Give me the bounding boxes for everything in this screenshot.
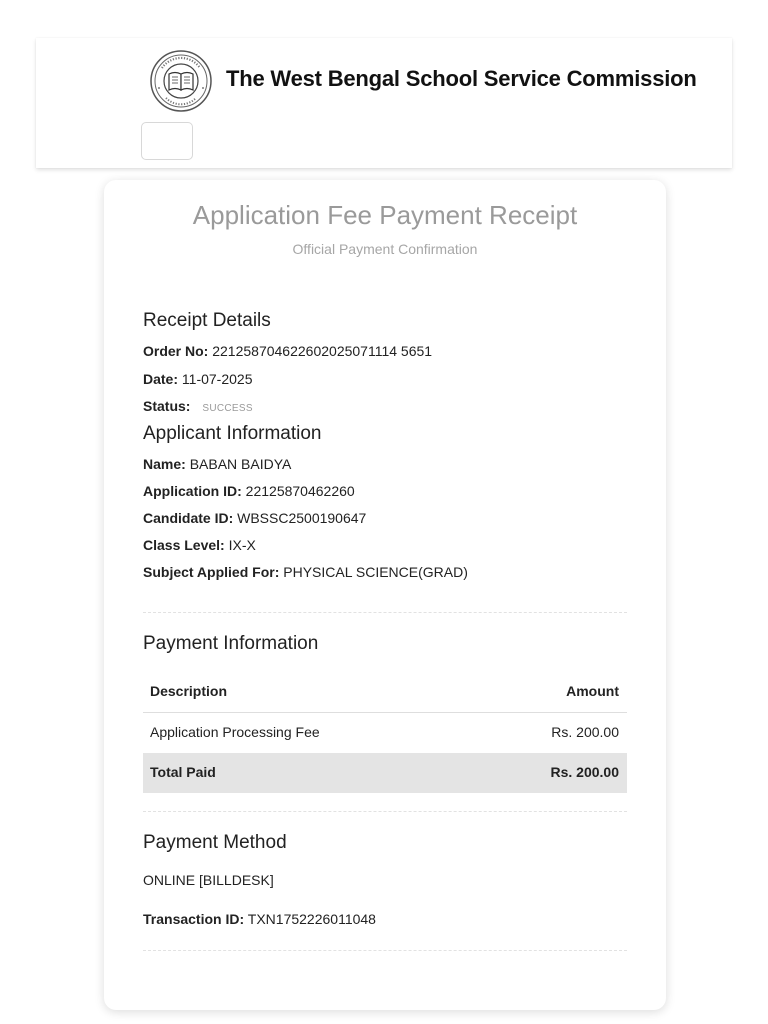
order-no-label: Order No: [143, 343, 209, 359]
subject-label: Subject Applied For: [143, 564, 280, 580]
transaction-id-value: TXN1752226011048 [247, 911, 376, 927]
order-no-value: 221258704622602025071114 5651 [212, 343, 433, 359]
candidate-id-value: WBSSC2500190647 [237, 510, 367, 526]
section-divider [143, 950, 627, 951]
section-divider [143, 612, 627, 613]
application-id-value: 22125870462260 [245, 483, 355, 499]
order-no-field [143, 343, 432, 359]
date-field [143, 371, 252, 387]
table-header-row [143, 672, 627, 713]
column-header-description: Description [150, 683, 228, 699]
payment-info-heading: Payment Information [143, 633, 319, 654]
status-field [143, 398, 253, 414]
name-label: Name: [143, 456, 186, 472]
application-id-label: Application ID: [143, 483, 242, 499]
class-level-value: IX-X [228, 537, 256, 553]
table-row [143, 713, 627, 753]
organization-title: The West Bengal School Service Commission [226, 66, 697, 91]
column-header-amount: Amount [566, 683, 619, 699]
class-level-label: Class Level: [143, 537, 225, 553]
total-paid-label: Total Paid [150, 764, 216, 780]
total-paid-row [143, 753, 627, 793]
candidate-id-label: Candidate ID: [143, 510, 234, 526]
status-badge: SUCCESS [202, 403, 253, 414]
transaction-id-label: Transaction ID: [143, 911, 245, 927]
site-header [36, 38, 732, 168]
candidate-id-field [143, 510, 366, 526]
date-label: Date: [143, 371, 179, 387]
receipt-details-heading: Receipt Details [143, 310, 271, 331]
class-level-field [143, 537, 256, 553]
section-divider [143, 811, 627, 812]
date-value: 11-07-2025 [181, 371, 253, 387]
receipt-subtitle: Official Payment Confirmation [292, 241, 478, 257]
application-id-field [143, 483, 355, 499]
name-value: BABAN BAIDYA [189, 456, 292, 472]
payment-table [143, 672, 627, 793]
payment-method-heading: Payment Method [143, 832, 287, 853]
transaction-id-field [143, 911, 376, 927]
fee-amount: Rs. 200.00 [551, 724, 619, 740]
subject-value: PHYSICAL SCIENCE(GRAD) [283, 564, 468, 580]
total-paid-amount: Rs. 200.00 [550, 764, 619, 780]
status-label: Status: [143, 398, 191, 414]
fee-description: Application Processing Fee [150, 724, 320, 740]
receipt-title: Application Fee Payment Receipt [192, 200, 578, 230]
name-field [143, 456, 291, 472]
menu-toggle-button[interactable] [141, 122, 193, 160]
applicant-info-heading: Applicant Information [143, 423, 322, 444]
payment-method-value: ONLINE [BILLDESK] [143, 872, 274, 888]
wbssc-seal-logo-icon [150, 50, 212, 112]
receipt-card [104, 180, 666, 1010]
subject-field [143, 564, 468, 580]
